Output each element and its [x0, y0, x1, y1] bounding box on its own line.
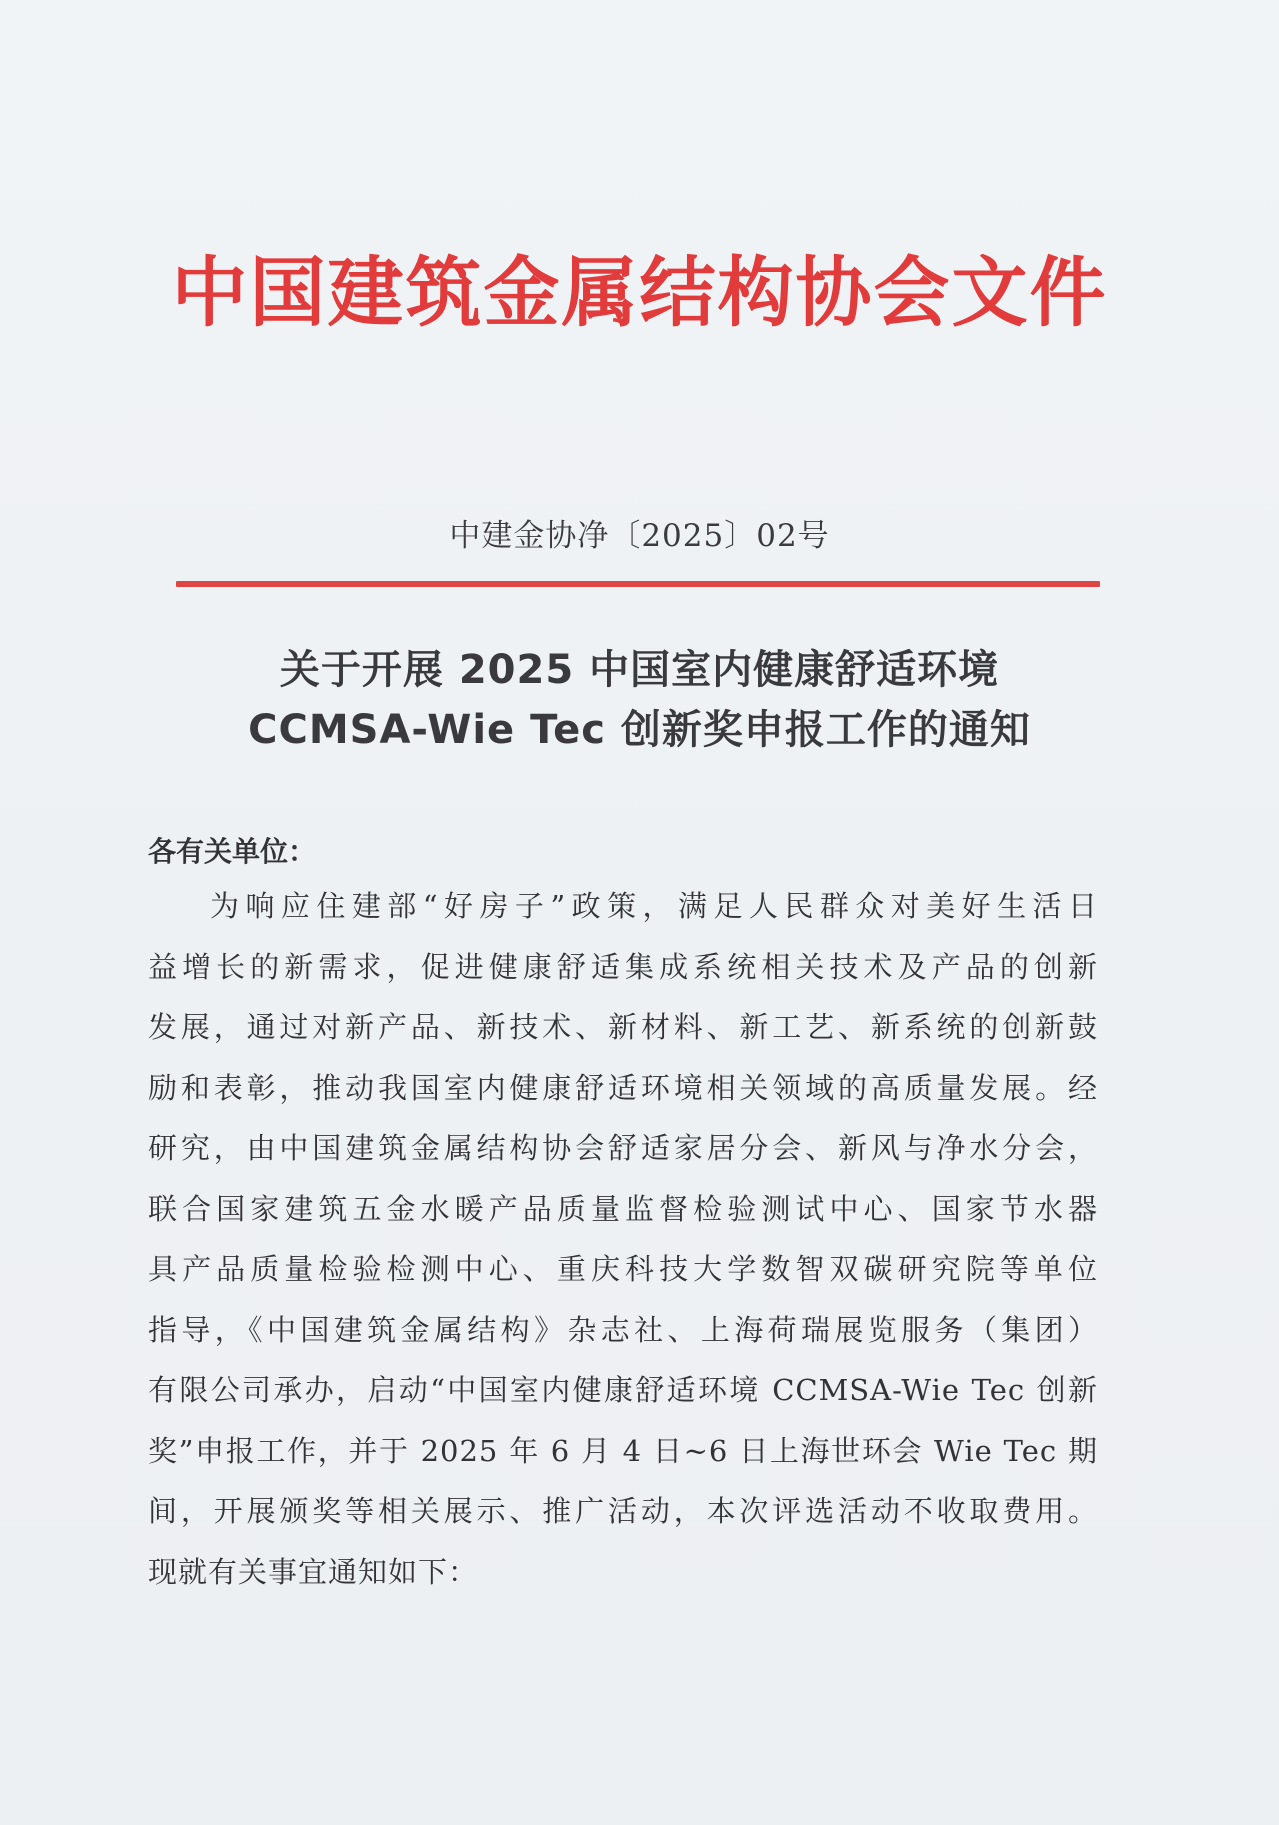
body-paragraph: [148, 886, 1098, 1612]
body-line: 具产品质量检验检测中心、重庆科技大学数智双碳研究院等单位: [148, 1252, 1098, 1286]
body-line: 指导，《中国建筑金属结构》杂志社、上海荷瑞展览服务（集团）: [148, 1312, 1098, 1347]
body-line: 励和表彰，推动我国室内健康舒适环境相关领域的高质量发展。经: [148, 1070, 1098, 1105]
body-line: 现就有关事宜通知如下：: [148, 1554, 479, 1589]
body-line: 发展，通过对新产品、新技术、新材料、新工艺、新系统的创新鼓: [148, 1010, 1098, 1044]
notice-subject: [0, 640, 1279, 760]
body-line: 为响应住建部“好房子”政策，满足人民群众对美好生活日: [210, 889, 1098, 923]
red-divider-line: [176, 581, 1100, 587]
body-line: 奖”申报工作，并于 2025 年 6 月 4 日~6 日上海世环会 Wie Tec 期: [148, 1433, 1098, 1468]
body-line: 益增长的新需求，促进健康舒适集成系统相关技术及产品的创新: [148, 949, 1098, 984]
body-line: 有限公司承办，启动“中国室内健康舒适环境 CCMSA-Wie Tec 创新: [148, 1373, 1098, 1407]
salutation: 各有关单位：: [148, 835, 317, 868]
body-line: 间，开展颁奖等相关展示、推广活动，本次评选活动不收取费用。: [148, 1494, 1098, 1528]
issuer-header-title: 中国建筑金属结构协会文件: [171, 248, 1108, 337]
document-number: 中建金协净〔2025〕02号: [449, 518, 830, 554]
body-line: 联合国家建筑五金水暖产品质量监督检验测试中心、国家节水器: [148, 1191, 1098, 1226]
body-line: 研究，由中国建筑金属结构协会舒适家居分会、新风与净水分会，: [148, 1131, 1098, 1165]
subject-line: 关于开展 2025 中国室内健康舒适环境: [279, 647, 1000, 693]
subject-line: CCMSA-Wie Tec 创新奖申报工作的通知: [248, 707, 1031, 753]
